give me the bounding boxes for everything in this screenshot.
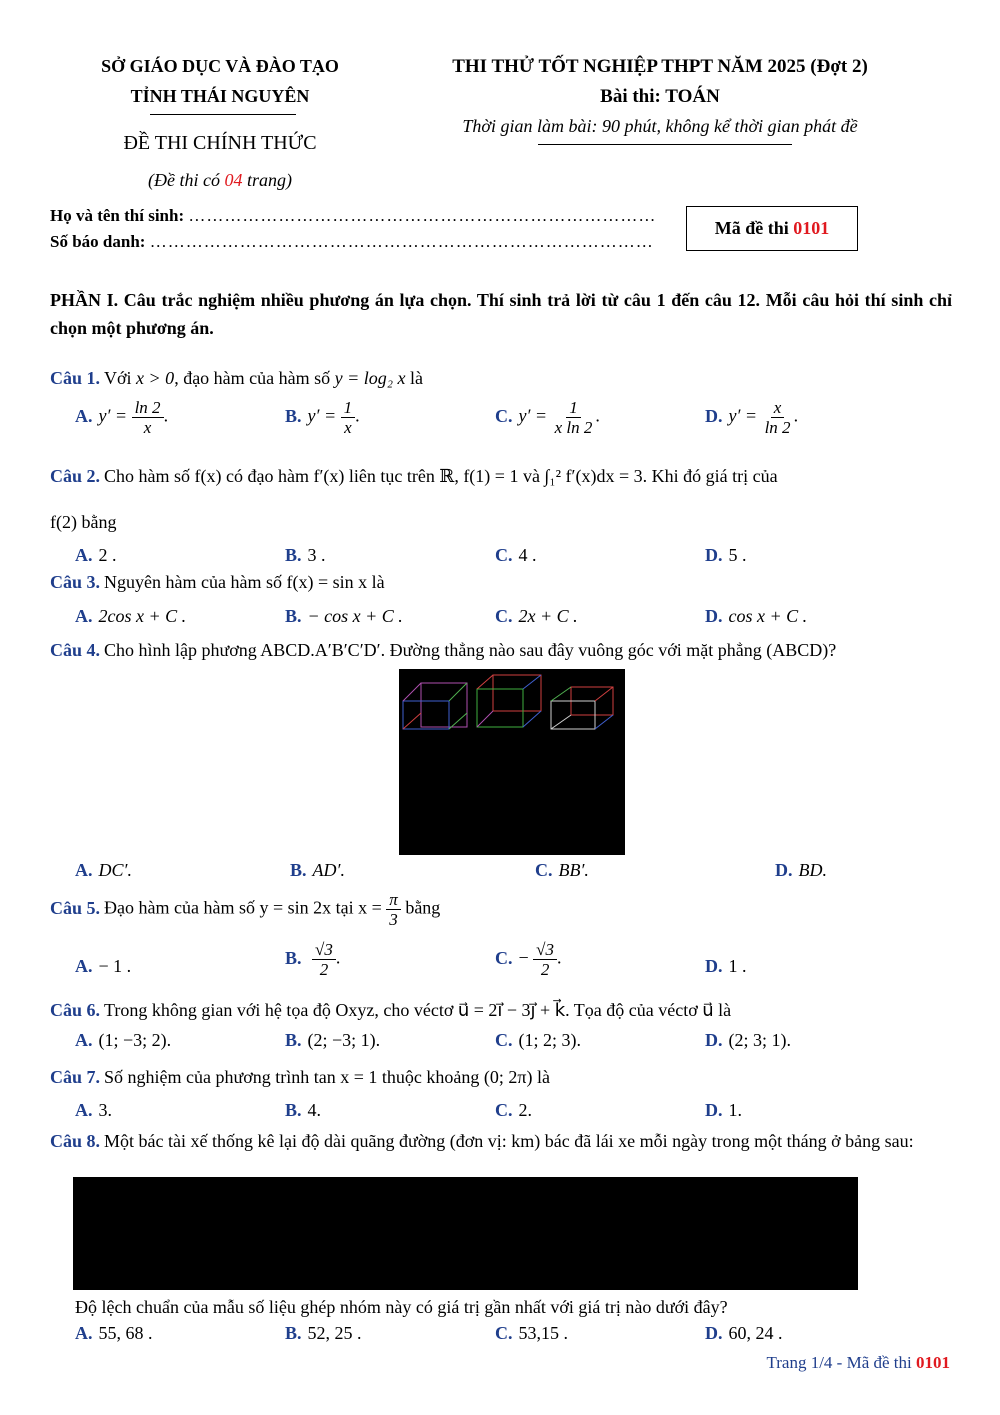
option-letter: C.	[495, 1030, 513, 1050]
q8-option-d[interactable]	[705, 1323, 783, 1344]
subject-title: Bài thi: TOÁN	[600, 86, 720, 107]
frac-num: ln 2	[132, 398, 164, 418]
q4-option-c[interactable]	[535, 860, 589, 881]
q3-option-b[interactable]	[285, 606, 403, 627]
option-letter: A.	[75, 1030, 93, 1050]
province-name: TỈNH THÁI NGUYÊN	[130, 86, 310, 106]
question-1-text-a: Với	[104, 368, 137, 388]
q4-option-d[interactable]	[775, 860, 827, 881]
option-letter: D.	[705, 956, 723, 976]
option-fraction	[132, 398, 164, 437]
q6-option-d[interactable]	[705, 1030, 791, 1051]
q6-option-b[interactable]	[285, 1030, 380, 1051]
official-exam-label: ĐỀ THI CHÍNH THỨC	[123, 132, 317, 154]
question-6-label: Câu 6.	[50, 1000, 101, 1020]
option-text: cos x + C .	[728, 606, 808, 626]
q8-option-a[interactable]	[75, 1323, 153, 1344]
question-2-text: Cho hàm số f(x) có đạo hàm f′(x) liên tục trên ℝ, f(1) = 1 và ∫₁² f′(x)dx = 3. Khi đó giá trị của	[104, 466, 778, 486]
option-text: BB′.	[558, 860, 589, 880]
page-count-note	[60, 170, 380, 191]
footer-code: 0101	[916, 1353, 950, 1372]
question-4	[50, 640, 960, 661]
q1-option-a[interactable]: A. y′ = $\frac{\ln 2}{x}$ .	[75, 398, 169, 437]
question-5	[50, 890, 440, 929]
option-letter: D.	[705, 606, 723, 626]
option-text: DC′.	[98, 860, 132, 880]
option-text: 52, 25 .	[307, 1323, 362, 1343]
candidate-name-label: Họ và tên thí sinh:	[50, 206, 185, 225]
option-text: 5 .	[728, 545, 747, 565]
option-fraction	[762, 398, 794, 437]
q2-option-d[interactable]	[705, 545, 747, 566]
frac-den: x ln 2	[554, 418, 593, 437]
question-7-text: Số nghiệm của phương trình tan x = 1 thuộc khoảng (0; 2π) là	[104, 1067, 550, 1087]
option-text: 2cos x + C .	[98, 606, 187, 626]
option-text: 1 .	[728, 956, 747, 976]
option-text: 53,15 .	[518, 1323, 568, 1343]
page-count-prefix: (Đề thi có	[148, 170, 225, 190]
question-7	[50, 1067, 550, 1088]
q2-option-c[interactable]	[495, 545, 537, 566]
option-letter: B.	[285, 606, 302, 626]
q4-option-a[interactable]	[75, 860, 132, 881]
footer-text: Trang 1/4 - Mã đề thi	[766, 1353, 916, 1372]
option-letter: B.	[285, 1030, 302, 1050]
option-text: − cos x + C .	[307, 606, 403, 626]
question-3-label: Câu 3.	[50, 572, 101, 592]
option-text: 60, 24 .	[728, 1323, 783, 1343]
option-fraction	[312, 940, 336, 979]
option-letter: D.	[705, 405, 723, 426]
exam-duration: Thời gian làm bài: 90 phút, không kể thời gian phát đề	[462, 116, 858, 136]
option-text: 3 .	[307, 545, 326, 565]
option-letter: A.	[75, 860, 93, 880]
data-table-image	[73, 1177, 858, 1290]
option-text: BD.	[798, 860, 827, 880]
cube-figure	[399, 669, 625, 855]
option-letter: D.	[775, 860, 793, 880]
option-text: 1.	[728, 1100, 742, 1120]
q7-option-a[interactable]	[75, 1100, 112, 1121]
frac-den: 3	[389, 910, 398, 929]
option-letter: D.	[705, 1100, 723, 1120]
option-letter: B.	[285, 1323, 302, 1343]
option-letter: D.	[705, 1030, 723, 1050]
q7-option-d[interactable]	[705, 1100, 742, 1121]
option-text: 4.	[307, 1100, 322, 1120]
q3-option-a[interactable]	[75, 606, 186, 627]
frac-den: x	[344, 418, 352, 437]
option-text: (2; 3; 1).	[728, 1030, 791, 1050]
question-2-label: Câu 2.	[50, 466, 101, 486]
option-lhs: y′ =	[98, 405, 128, 426]
q5-option-a[interactable]	[75, 956, 131, 977]
question-1	[50, 368, 423, 389]
frac-den: 2	[319, 960, 329, 979]
q3-option-c[interactable]	[495, 606, 578, 627]
question-5-fraction	[386, 890, 401, 929]
question-5-text-b: bằng	[405, 897, 441, 918]
option-letter: A.	[75, 405, 93, 426]
frac-num: 1	[341, 398, 356, 418]
question-2	[50, 466, 952, 487]
question-5-label: Câu 5.	[50, 897, 101, 918]
option-letter: A.	[75, 606, 93, 626]
question-6-text: Trong không gian với hệ tọa độ Oxyz, cho véctơ u⃗ = 2i⃗ − 3j⃗ + k⃗. Tọa độ của véctơ u⃗ là	[104, 1000, 732, 1020]
option-fraction	[341, 398, 356, 437]
exam-code-box	[686, 206, 858, 251]
question-8	[50, 1128, 952, 1154]
option-lhs: y′ =	[518, 405, 548, 426]
q5-option-b[interactable]: B. $\frac{√3}{2}$ .	[285, 940, 341, 979]
frac-den: ln 2	[764, 418, 791, 437]
page-count-suffix: trang)	[242, 170, 292, 190]
option-letter: B.	[285, 1100, 302, 1120]
q1-option-c[interactable]: C. y′ = $\frac{1}{\text{x ln 2}}$ .	[495, 398, 600, 437]
question-8-continued: Độ lệch chuẩn của mẫu số liệu ghép nhóm này có giá trị gần nhất với giá trị nào dưới đây?	[75, 1297, 728, 1317]
option-letter: C.	[495, 947, 513, 968]
q8-option-c[interactable]	[495, 1323, 568, 1344]
question-3	[50, 572, 385, 593]
q4-option-b[interactable]	[290, 860, 345, 881]
candidate-name-field[interactable]: ……………………………………………………………………	[188, 206, 657, 225]
option-letter: A.	[75, 545, 93, 565]
option-letter: C.	[495, 405, 513, 426]
q6-option-c[interactable]	[495, 1030, 581, 1051]
option-text: (1; −3; 2).	[98, 1030, 172, 1050]
q8-option-b[interactable]	[285, 1323, 362, 1344]
option-letter: A.	[75, 1100, 93, 1120]
option-text: 2x + C .	[518, 606, 578, 626]
option-text: AD′.	[312, 860, 345, 880]
question-6	[50, 1000, 731, 1021]
q6-option-a[interactable]	[75, 1030, 171, 1051]
header-right-divider	[538, 144, 792, 145]
option-letter: C.	[495, 1323, 513, 1343]
question-3-text: Nguyên hàm của hàm số f(x) = sin x là	[104, 572, 385, 592]
page-count-value: 04	[224, 170, 243, 190]
option-letter: C.	[535, 860, 553, 880]
option-text: 3.	[98, 1100, 112, 1120]
exam-code-label: Mã đề thi	[714, 218, 789, 238]
question-1-label: Câu 1.	[50, 368, 101, 388]
q2-option-a[interactable]	[75, 545, 117, 566]
cube-figure-background	[399, 669, 625, 855]
section-title: PHẦN I. Câu trắc nghiệm nhiều phương án lựa chọn. Thí sinh trả lời từ câu 1 đến câu 12. Mỗi câu hỏi thí sinh chỉ chọn một phương án.	[50, 290, 952, 338]
question-1-text-b: , đạo hàm của hàm số	[174, 368, 335, 388]
option-letter: B.	[285, 947, 302, 968]
option-text: 55, 68 .	[98, 1323, 153, 1343]
option-letter: B.	[285, 405, 302, 426]
department-name: SỞ GIÁO DỤC VÀ ĐÀO TẠO	[101, 56, 339, 76]
q1-option-d[interactable]: D. y′ = $\frac{x}{\ln 2}$ .	[705, 398, 799, 437]
frac-num: π	[386, 890, 401, 910]
option-fraction	[552, 398, 596, 437]
question-1-math-a: x > 0	[136, 368, 175, 388]
option-lhs: y′ =	[728, 405, 758, 426]
header-left-divider	[150, 114, 296, 115]
candidate-name-row	[50, 206, 656, 226]
q7-option-c[interactable]	[495, 1100, 532, 1121]
option-letter: D.	[705, 545, 723, 565]
option-letter: C.	[495, 606, 513, 626]
page-footer	[766, 1353, 950, 1373]
q7-option-b[interactable]	[285, 1100, 321, 1121]
q5-option-d[interactable]	[705, 956, 747, 977]
option-letter: A.	[75, 1323, 93, 1343]
candidate-id-field[interactable]: …………………………………………………………………………	[149, 232, 654, 251]
option-letter: B.	[290, 860, 307, 880]
option-sign: −	[518, 947, 529, 968]
q3-option-d[interactable]	[705, 606, 807, 627]
option-letter: B.	[285, 545, 302, 565]
option-letter: D.	[705, 1323, 723, 1343]
option-text: 2 .	[98, 545, 117, 565]
question-7-label: Câu 7.	[50, 1067, 101, 1087]
q5-option-c[interactable]: C. − $\frac{√3}{2}$ .	[495, 940, 562, 979]
frac-num: 1	[566, 398, 581, 418]
question-4-label: Câu 4.	[50, 640, 101, 660]
frac-den: x	[143, 418, 152, 437]
question-1-text-c: là	[405, 368, 424, 388]
option-text: (1; 2; 3).	[518, 1030, 581, 1050]
exam-title: THI THỬ TỐT NGHIỆP THPT NĂM 2025 (Đợt 2)	[452, 56, 868, 77]
option-text: 4 .	[518, 545, 537, 565]
candidate-id-row	[50, 232, 654, 252]
question-1-math-b: y = log₂ x	[334, 368, 406, 388]
exam-code-value: 0101	[793, 218, 830, 238]
option-text: 2.	[518, 1100, 532, 1120]
frac-den: 2	[540, 960, 550, 979]
frac-num: x	[771, 398, 785, 418]
q2-option-b[interactable]	[285, 545, 326, 566]
question-4-text: Cho hình lập phương ABCD.A′B′C′D′. Đường thẳng nào sau đây vuông góc với mặt phẳng (ABCD)?	[104, 640, 837, 660]
option-text: (2; −3; 1).	[307, 1030, 381, 1050]
option-letter: C.	[495, 1100, 513, 1120]
option-letter: A.	[75, 956, 93, 976]
candidate-id-label: Số báo danh:	[50, 232, 146, 251]
option-lhs: y′ =	[307, 405, 337, 426]
option-text: − 1 .	[98, 956, 132, 976]
q1-option-b[interactable]: B. y′ = $\frac{1}{x}$ .	[285, 398, 360, 437]
question-8-label: Câu 8.	[50, 1131, 101, 1151]
frac-num: √3	[312, 940, 336, 960]
question-5-text-a: Đạo hàm của hàm số y = sin 2x tại x =	[104, 897, 382, 918]
question-8-text: Một bác tài xế thống kê lại độ dài quãng đường (đơn vị: km) bác đã lái xe mỗi ngày trong một tháng ở bảng sau:	[104, 1131, 914, 1151]
option-letter: C.	[495, 545, 513, 565]
question-2-continued: f(2) bằng	[50, 512, 117, 532]
frac-num: √3	[533, 940, 557, 960]
option-fraction	[533, 940, 557, 979]
